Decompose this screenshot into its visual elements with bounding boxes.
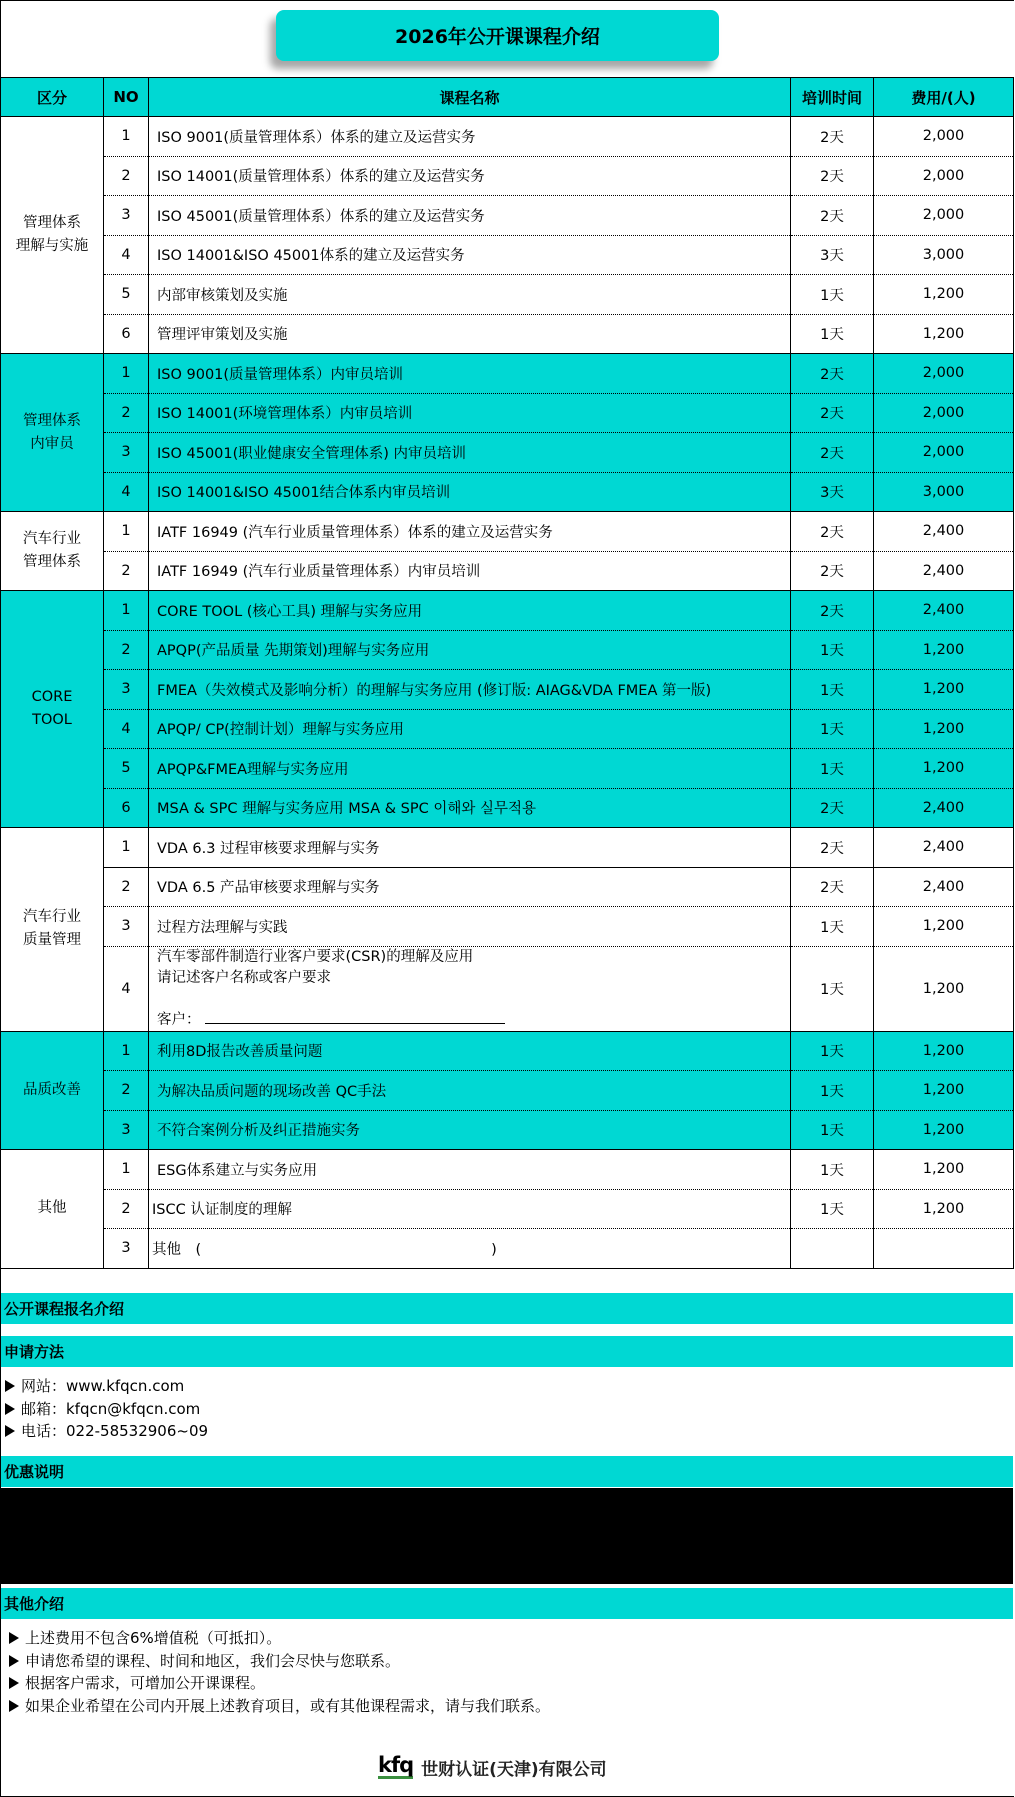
- bullet-triangle-icon: [9, 1632, 19, 1644]
- row-number: 1: [104, 591, 149, 631]
- row-number: 2: [104, 630, 149, 670]
- course-duration: 2天: [791, 788, 874, 828]
- row-number: 1: [104, 512, 149, 552]
- row-number: 3: [104, 907, 149, 947]
- course-duration: 1天: [791, 630, 874, 670]
- course-name: 过程方法理解与实践: [149, 907, 791, 947]
- course-duration: 1天: [791, 1150, 874, 1190]
- course-duration: [791, 1229, 874, 1269]
- course-duration: 2天: [791, 117, 874, 157]
- course-name: ISO 45001(质量管理体系）体系的建立及运营实务: [149, 196, 791, 236]
- course-fee: 1,200: [874, 1189, 1014, 1229]
- table-row: [1, 591, 1014, 631]
- list-item-email: 邮箱：kfqcn@kfqcn.com: [5, 1398, 208, 1421]
- course-fee: 1,200: [874, 1110, 1014, 1150]
- course-duration: 1天: [791, 709, 874, 749]
- company-name: 世财认证(天津)有限公司: [421, 1759, 607, 1780]
- category-cell: [1, 1031, 104, 1150]
- list-item-note-2: 申请您希望的课程、时间和地区，我们会尽快与您联系。: [9, 1650, 550, 1673]
- course-fee: 1,200: [874, 946, 1014, 1031]
- header-course-name: 课程名称: [149, 78, 791, 117]
- course-fee: 2,000: [874, 354, 1014, 394]
- course-name: IATF 16949 (汽车行业质量管理体系）内审员培训: [149, 551, 791, 591]
- category-label-line: 理解与实施: [15, 238, 89, 254]
- course-name: [149, 946, 791, 1031]
- table-row: [1, 433, 1014, 473]
- row-number: 2: [104, 1189, 149, 1229]
- row-number: 4: [104, 472, 149, 512]
- category-label-line: 管理体系: [23, 412, 81, 429]
- course-name: ISO 14001(环境管理体系）内审员培训: [149, 393, 791, 433]
- table-row: [1, 472, 1014, 512]
- row-number: 2: [104, 551, 149, 591]
- course-fee: 2,000: [874, 433, 1014, 473]
- course-name: 内部审核策划及实施: [149, 275, 791, 315]
- row-number: 1: [104, 828, 149, 868]
- row-number: 4: [104, 235, 149, 275]
- row-number: 3: [104, 1229, 149, 1269]
- row-number: 6: [104, 788, 149, 828]
- header-duration: 培训时间: [791, 78, 874, 117]
- course-name: ISO 45001(职业健康安全管理体系) 内审员培训: [149, 433, 791, 473]
- course-duration: 1天: [791, 1031, 874, 1071]
- course-name: FMEA（失效模式及影响分析）的理解与实务应用 (修订版: AIAG&VDA FMEA 第一版): [149, 670, 791, 710]
- course-name: 利用8D报告改善质量问题: [149, 1031, 791, 1071]
- other-intro-list: [9, 1627, 550, 1717]
- table-row: [1, 867, 1014, 907]
- course-duration: 2天: [791, 551, 874, 591]
- course-fee: 2,400: [874, 828, 1014, 868]
- kfq-logo-icon: kfq: [378, 1753, 414, 1777]
- bullet-triangle-icon: [5, 1403, 15, 1415]
- category-cell: [1, 591, 104, 828]
- table-row: [1, 235, 1014, 275]
- course-fee: 3,000: [874, 472, 1014, 512]
- list-item-note-3: 根据客户需求，可增加公开课课程。: [9, 1672, 550, 1695]
- course-name: 不符合案例分析及纠正措施实务: [149, 1110, 791, 1150]
- row-number: 3: [104, 1110, 149, 1150]
- table-row: [1, 788, 1014, 828]
- table-row: [1, 709, 1014, 749]
- course-duration: 1天: [791, 907, 874, 947]
- course-duration: 2天: [791, 591, 874, 631]
- category-label-line: 管理体系: [23, 554, 81, 570]
- course-duration: 3天: [791, 235, 874, 275]
- row-number: 5: [104, 275, 149, 315]
- customer-field[interactable]: [157, 1010, 790, 1031]
- course-name-line: 汽车零部件制造行业客户要求(CSR)的理解及应用: [157, 948, 474, 965]
- course-fee: 2,000: [874, 156, 1014, 196]
- category-label-line: 其他: [37, 1200, 67, 1217]
- course-fee: 1,200: [874, 314, 1014, 354]
- course-duration: 1天: [791, 314, 874, 354]
- row-number: 2: [104, 156, 149, 196]
- row-number: 1: [104, 1150, 149, 1190]
- course-name: APQP&FMEA理解与实务应用: [149, 749, 791, 789]
- bullet-triangle-icon: [5, 1425, 15, 1437]
- course-duration: 1天: [791, 749, 874, 789]
- course-name: ISCC 认证制度的理解: [149, 1189, 791, 1229]
- course-fee: 1,200: [874, 709, 1014, 749]
- course-name: ISO 9001(质量管理体系）体系的建立及运营实务: [149, 117, 791, 157]
- course-fee: 1,200: [874, 1031, 1014, 1071]
- footer-company-logo: [378, 1752, 607, 1782]
- course-name-line: 请记述客户名称或客户要求: [157, 969, 331, 986]
- course-name: APQP(产品质量 先期策划)理解与实务应用: [149, 630, 791, 670]
- course-name: MSA & SPC 理解与实务应用 MSA & SPC 이해와 실무적용: [149, 788, 791, 828]
- course-name: ISO 14001(质量管理体系）体系的建立及运营实务: [149, 156, 791, 196]
- table-row: [1, 275, 1014, 315]
- table-header-row: [1, 78, 1014, 117]
- course-duration: 1天: [791, 275, 874, 315]
- category-label-line: 汽车行业: [23, 909, 81, 926]
- row-number: 6: [104, 314, 149, 354]
- apply-list: [5, 1375, 208, 1443]
- spacer: [157, 989, 790, 1010]
- course-duration: 1天: [791, 946, 874, 1031]
- bullet-triangle-icon: [9, 1700, 19, 1712]
- section-apply-method: 申请方法: [1, 1336, 1013, 1367]
- row-number: 5: [104, 749, 149, 789]
- course-name: ISO 9001(质量管理体系）内审员培训: [149, 354, 791, 394]
- category-label-line: 汽车行业: [23, 531, 81, 547]
- customer-label: 客户：: [157, 1011, 201, 1028]
- course-name: VDA 6.3 过程审核要求理解与实务: [149, 828, 791, 868]
- course-fee: 2,400: [874, 551, 1014, 591]
- row-number: 1: [104, 354, 149, 394]
- table-row: [1, 1031, 1014, 1071]
- table-row: [1, 1229, 1014, 1269]
- course-fee: 2,400: [874, 867, 1014, 907]
- course-fee: [874, 1229, 1014, 1269]
- other-course-close: ): [491, 1241, 497, 1258]
- header-category: 区分: [1, 78, 104, 117]
- course-name: [149, 1229, 791, 1269]
- course-name: APQP/ CP(控制计划）理解与实务应用: [149, 709, 791, 749]
- category-cell: [1, 354, 104, 512]
- bullet-triangle-icon: [9, 1677, 19, 1689]
- table-row: [1, 196, 1014, 236]
- course-fee: 1,200: [874, 630, 1014, 670]
- section-registration: 公开课程报名介绍: [1, 1293, 1013, 1324]
- row-number: 2: [104, 867, 149, 907]
- table-row: [1, 828, 1014, 868]
- table-row: [1, 117, 1014, 157]
- course-name: 为解决品质问题的现场改善 QC手法: [149, 1071, 791, 1111]
- category-label-line: 内审员: [30, 435, 74, 452]
- course-name: ISO 14001&ISO 45001结合体系内审员培训: [149, 472, 791, 512]
- course-name: CORE TOOL (核心工具) 理解与实务应用: [149, 591, 791, 631]
- list-item-note-1: 上述费用不包含6%增值税（可抵扣）。: [9, 1627, 550, 1650]
- table-row: [1, 512, 1014, 552]
- table-row: [1, 907, 1014, 947]
- row-number: 1: [104, 117, 149, 157]
- header-fee: 费用/(人): [874, 78, 1014, 117]
- table-row: [1, 314, 1014, 354]
- list-item-website: 网站：www.kfqcn.com: [5, 1375, 208, 1398]
- category-cell: [1, 117, 104, 354]
- course-duration: 2天: [791, 393, 874, 433]
- course-fee: 2,400: [874, 512, 1014, 552]
- course-duration: 2天: [791, 512, 874, 552]
- course-name: 管理评审策划及实施: [149, 314, 791, 354]
- course-fee: 2,400: [874, 788, 1014, 828]
- customer-input-line[interactable]: [205, 1010, 505, 1024]
- bullet-triangle-icon: [9, 1655, 19, 1667]
- category-label-line: 品质改善: [23, 1081, 81, 1098]
- redacted-block: [1, 1488, 1013, 1584]
- table-row: [1, 1110, 1014, 1150]
- course-name: IATF 16949 (汽车行业质量管理体系）体系的建立及运营实务: [149, 512, 791, 552]
- section-other-intro: 其他介绍: [1, 1588, 1013, 1619]
- course-duration: 2天: [791, 433, 874, 473]
- category-cell: [1, 828, 104, 1032]
- course-fee: 1,200: [874, 275, 1014, 315]
- list-item-phone: 电话：022-58532906~09: [5, 1420, 208, 1443]
- course-fee: 1,200: [874, 1150, 1014, 1190]
- course-duration: 2天: [791, 354, 874, 394]
- table-row: [1, 670, 1014, 710]
- course-fee: 2,000: [874, 196, 1014, 236]
- course-duration: 1天: [791, 670, 874, 710]
- course-duration: 2天: [791, 156, 874, 196]
- category-label-line: TOOL: [32, 712, 72, 728]
- course-name: ISO 14001&ISO 45001体系的建立及运营实务: [149, 235, 791, 275]
- course-duration: 1天: [791, 1189, 874, 1229]
- table-row: [1, 1071, 1014, 1111]
- table-row: [1, 1189, 1014, 1229]
- row-number: 4: [104, 946, 149, 1031]
- course-fee: 2,000: [874, 393, 1014, 433]
- course-fee: 1,200: [874, 670, 1014, 710]
- table-row: [1, 354, 1014, 394]
- course-duration: 1天: [791, 1071, 874, 1111]
- category-label-line: CORE: [31, 689, 73, 705]
- header-no: NO: [104, 78, 149, 117]
- course-duration: 2天: [791, 867, 874, 907]
- list-item-note-4: 如果企业希望在公司内开展上述教育项目，或有其他课程需求，请与我们联系。: [9, 1695, 550, 1718]
- course-fee: 1,200: [874, 749, 1014, 789]
- category-label-line: 管理体系: [23, 215, 81, 231]
- bullet-triangle-icon: [5, 1380, 15, 1392]
- row-number: 3: [104, 433, 149, 473]
- other-course-label: 其他 (: [152, 1241, 202, 1258]
- course-fee: 3,000: [874, 235, 1014, 275]
- page-title: 2026年公开课课程介绍: [276, 10, 719, 61]
- table-row: [1, 551, 1014, 591]
- course-duration: 2天: [791, 828, 874, 868]
- category-label-line: 质量管理: [23, 932, 81, 949]
- row-number: 3: [104, 196, 149, 236]
- row-number: 2: [104, 1071, 149, 1111]
- row-number: 4: [104, 709, 149, 749]
- course-table: [0, 77, 1014, 1269]
- row-number: 2: [104, 393, 149, 433]
- table-row: [1, 393, 1014, 433]
- course-duration: 3天: [791, 472, 874, 512]
- course-name: ESG体系建立与实务应用: [149, 1150, 791, 1190]
- course-fee: 2,400: [874, 591, 1014, 631]
- table-row: [1, 1150, 1014, 1190]
- category-cell: [1, 512, 104, 591]
- course-name: VDA 6.5 产品审核要求理解与实务: [149, 867, 791, 907]
- table-row: [1, 946, 1014, 1031]
- row-number: 1: [104, 1031, 149, 1071]
- table-row: [1, 630, 1014, 670]
- course-fee: 2,000: [874, 117, 1014, 157]
- course-duration: 2天: [791, 196, 874, 236]
- course-fee: 1,200: [874, 907, 1014, 947]
- row-number: 3: [104, 670, 149, 710]
- table-row: [1, 749, 1014, 789]
- category-cell: [1, 1150, 104, 1269]
- section-discount: 优惠说明: [1, 1456, 1013, 1487]
- course-duration: 1天: [791, 1110, 874, 1150]
- table-row: [1, 156, 1014, 196]
- course-fee: 1,200: [874, 1071, 1014, 1111]
